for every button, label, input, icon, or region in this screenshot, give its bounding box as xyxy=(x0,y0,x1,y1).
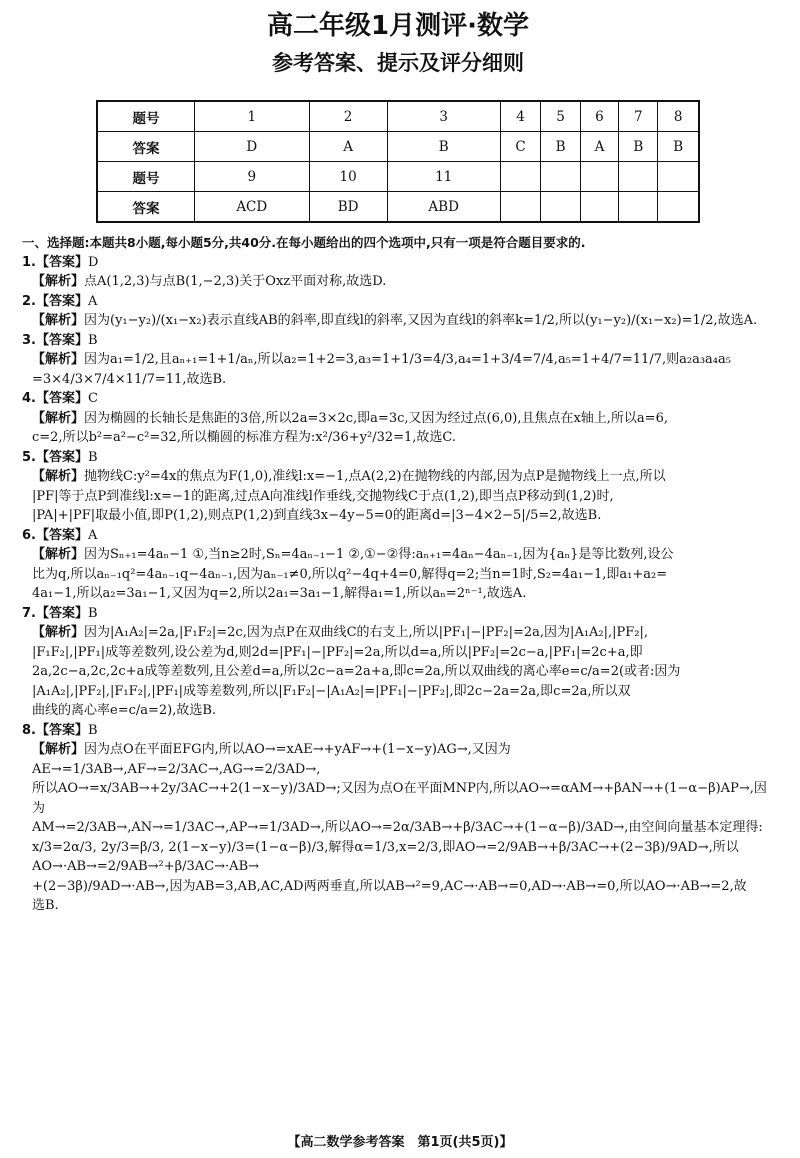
answer-tag: 【答案】 xyxy=(35,254,88,270)
analysis-tag: 【解析】 xyxy=(32,742,85,757)
question-block xyxy=(22,253,774,292)
answer-line xyxy=(22,604,774,624)
analysis-text: 因为|A₁A₂|=2a,|F₁F₂|=2c,因为点P在双曲线C的右支上,所以|PF₁|−|PF₂|=2a,因为|A₁A₂|,|PF₂|, xyxy=(84,625,649,640)
question-block xyxy=(22,721,774,916)
table-cell: 7 xyxy=(619,101,658,132)
analysis-line xyxy=(22,409,774,429)
analysis-line xyxy=(22,643,774,663)
row-label-number: 题号 xyxy=(97,101,195,132)
analysis-text: |F₁F₂|,|PF₁|成等差数列,设公差为d,则2d=|PF₁|−|PF₂|=2a,所以d=a,所以|PF₂|=2c−a,|PF₁|=2c+a,即 xyxy=(32,644,643,660)
analysis-line xyxy=(22,838,774,877)
analysis-tag: 【解析】 xyxy=(32,410,85,426)
analysis-text: x/3=2α/3, 2y/3=β/3, 2(1−x−y)/3=(1−α−β)/3,解得α=1/3,x=2/3,即AO→=2/9AB→+β/3AC→+(2−3β)/9AD→,所以AO→·AB→=2/9AB→²+β/3AC→·AB→ xyxy=(32,839,739,874)
analysis-text: 抛物线C:y²=4x的焦点为F(1,0),准线l:x=−1,点A(2,2)在抛物线的内部,因为点P是抛物线上一点,所以 xyxy=(84,469,666,484)
table-cell: 8 xyxy=(658,101,699,132)
table-row-numbers-2 xyxy=(97,162,699,192)
row-label-answer: 答案 xyxy=(97,132,195,162)
analysis-text: 2a,2c−a,2c,2c+a成等差数列,且公差d=a,所以2c−a=2a+a,即c=2a,所以双曲线的离心率e=c/a=2(或者:因为 xyxy=(32,664,681,679)
answer-line xyxy=(22,526,774,546)
table-cell xyxy=(541,162,580,192)
analysis-line xyxy=(22,370,774,390)
solutions xyxy=(22,233,774,916)
answer-tag: 【答案】 xyxy=(35,722,88,738)
table-cell: B xyxy=(658,132,699,162)
answer-value: D xyxy=(88,254,99,270)
answer-tag: 【答案】 xyxy=(35,391,88,406)
table-cell: B xyxy=(387,132,500,162)
question-block xyxy=(22,331,774,390)
table-cell xyxy=(658,192,699,223)
question-number: 4. xyxy=(22,391,36,406)
analysis-text: |A₁A₂|,|PF₂|,|F₁F₂|,|PF₁|成等差数列,所以|F₁F₂|−|A₁A₂|=|PF₁|−|PF₂|,即2c−2a=2a,即c=2a,所以双 xyxy=(32,683,631,699)
answer-value: B xyxy=(88,449,98,465)
analysis-text: =3×4/3×7/4×11/7=11,故选B. xyxy=(32,371,227,387)
table-cell xyxy=(658,162,699,192)
table-cell: ABD xyxy=(387,192,500,223)
answer-value: C xyxy=(88,391,98,406)
analysis-tag: 【解析】 xyxy=(32,469,85,484)
table-cell: D xyxy=(195,132,310,162)
analysis-line xyxy=(22,428,774,448)
analysis-text: 点A(1,2,3)与点B(1,−2,3)关于Oxz平面对称,故选D. xyxy=(84,274,387,289)
analysis-text: 因为a₁=1/2,且aₙ₊₁=1+1/aₙ,所以a₂=1+2=3,a₃=1+1/3=4/3,a₄=1+3/4=7/4,a₅=1+4/7=11/7,则a₂a₃a₄a₅ xyxy=(84,352,731,367)
page-subtitle: 参考答案、提示及评分细则 xyxy=(272,51,524,75)
analysis-text: |PF|等于点P到准线l:x=−1的距离,过点A向准线l作垂线,交抛物线C于点(1,2),即当点P移动到(1,2)时, xyxy=(32,488,614,504)
analysis-text: c=2,所以b²=a²−c²=32,所以椭圆的标准方程为:x²/36+y²/32=1,故选C. xyxy=(32,430,457,445)
analysis-line xyxy=(22,682,774,702)
answer-tag: 【答案】 xyxy=(35,293,88,309)
answer-line xyxy=(22,292,774,312)
analysis-line xyxy=(22,311,774,331)
table-row-numbers-1 xyxy=(97,101,699,132)
question-block xyxy=(22,389,774,448)
analysis-text: 因为Sₙ₊₁=4aₙ−1 ①,当n≥2时,Sₙ=4aₙ₋₁−1 ②,①−②得:aₙ₊₁=4aₙ−4aₙ₋₁,因为{aₙ}是等比数列,设公 xyxy=(84,547,674,562)
analysis-line xyxy=(22,350,774,370)
answer-tag: 【答案】 xyxy=(35,332,88,348)
answer-line xyxy=(22,253,774,273)
answer-value: B xyxy=(88,722,98,738)
analysis-text: 所以AO→=x/3AB→+2y/3AC→+2(1−x−y)/3AD→;又因为点O在平面MNP内,所以AO→=αAM→+βAN→+(1−α−β)AP→,因为 xyxy=(32,781,767,816)
table-cell xyxy=(500,192,541,223)
analysis-text: 选B. xyxy=(32,898,59,913)
analysis-text: 因为点O在平面EFG内,所以AO→=xAE→+yAF→+(1−x−y)AG→,又因为AE→=1/3AB→,AF→=2/3AC→,AG→=2/3AD→, xyxy=(32,742,511,777)
analysis-line xyxy=(22,701,774,721)
table-cell: 9 xyxy=(195,162,310,192)
answer-line xyxy=(22,448,774,468)
analysis-text: +(2−3β)/9AD→·AB→,因为AB=3,AB,AC,AD两两垂直,所以AB→²=9,AC→·AB→=0,AD→·AB→=0,所以AO→·AB→=2,故 xyxy=(32,878,747,894)
analysis-tag: 【解析】 xyxy=(32,625,85,640)
table-cell: ACD xyxy=(195,192,310,223)
question-number: 1. xyxy=(22,254,36,270)
table-cell xyxy=(619,192,658,223)
table-row-answers-1 xyxy=(97,132,699,162)
row-label-answer: 答案 xyxy=(97,192,195,223)
analysis-line xyxy=(22,467,774,487)
table-cell: 6 xyxy=(580,101,619,132)
table-cell: C xyxy=(500,132,541,162)
answer-line xyxy=(22,389,774,409)
analysis-tag: 【解析】 xyxy=(32,313,85,328)
question-number: 8. xyxy=(22,722,36,738)
analysis-line xyxy=(22,662,774,682)
table-cell xyxy=(500,162,541,192)
analysis-line xyxy=(22,272,774,292)
table-cell: B xyxy=(541,132,580,162)
analysis-text: 因为椭圆的长轴长是焦距的3倍,所以2a=3×2c,即a=3c,又因为经过点(6,0),且焦点在x轴上,所以a=6, xyxy=(84,410,668,426)
table-cell: A xyxy=(580,132,619,162)
table-cell: 4 xyxy=(500,101,541,132)
answer-value: A xyxy=(88,293,98,309)
answer-value: A xyxy=(88,527,98,543)
analysis-text: 曲线的离心率e=c/a=2),故选B. xyxy=(32,703,217,718)
question-block xyxy=(22,448,774,526)
table-cell xyxy=(619,162,658,192)
analysis-line xyxy=(22,877,774,897)
question-number: 3. xyxy=(22,332,36,348)
analysis-tag: 【解析】 xyxy=(32,274,85,289)
answer-line xyxy=(22,331,774,351)
section-heading: 一、选择题:本题共8小题,每小题5分,共40分.在每小题给出的四个选项中,只有一项是符合题目要求的. xyxy=(22,235,586,250)
analysis-text: |PA|+|PF|取最小值,即P(1,2),则点P(1,2)到直线3x−4y−5=0的距离d=|3−4×2−5|/5=2,故选B. xyxy=(32,508,602,523)
analysis-text: 比为q,所以aₙ₋₁q²=4aₙ₋₁q−4aₙ₋₁,因为aₙ₋₁≠0,所以q²−4q+4=0,解得q=2;当n=1时,S₂=4a₁−1,即a₁+a₂= xyxy=(32,566,668,582)
answer-table xyxy=(96,100,700,223)
row-label-number: 题号 xyxy=(97,162,195,192)
analysis-text: 因为(y₁−y₂)/(x₁−x₂)表示直线AB的斜率,即直线l的斜率,又因为直线l的斜率k=1/2,所以(y₁−y₂)/(x₁−x₂)=1/2,故选A. xyxy=(84,313,758,328)
table-cell: B xyxy=(619,132,658,162)
answer-value: B xyxy=(88,605,98,621)
answer-value: B xyxy=(88,332,98,348)
table-cell: BD xyxy=(309,192,387,223)
analysis-line xyxy=(22,545,774,565)
analysis-line xyxy=(22,506,774,526)
analysis-line xyxy=(22,740,774,779)
analysis-line xyxy=(22,896,774,916)
question-list xyxy=(22,253,774,916)
table-cell: 5 xyxy=(541,101,580,132)
page-footer: 【高二数学参考答案 第1页(共5页)】 xyxy=(287,1135,513,1150)
table-cell: 1 xyxy=(195,101,310,132)
analysis-line xyxy=(22,623,774,643)
page-title: 高二年级1月测评·数学 xyxy=(267,11,529,41)
analysis-tag: 【解析】 xyxy=(32,547,85,562)
question-number: 7. xyxy=(22,605,36,621)
analysis-line xyxy=(22,565,774,585)
table-cell: 10 xyxy=(309,162,387,192)
analysis-line xyxy=(22,487,774,507)
table-cell xyxy=(580,162,619,192)
analysis-line xyxy=(22,779,774,818)
answer-tag: 【答案】 xyxy=(35,605,88,621)
question-block xyxy=(22,526,774,604)
table-row-answers-2 xyxy=(97,192,699,223)
analysis-tag: 【解析】 xyxy=(32,352,85,367)
analysis-text: 4a₁−1,所以a₂=3a₁−1,又因为q=2,所以2a₁=3a₁−1,解得a₁=1,所以aₙ=2ⁿ⁻¹,故选A. xyxy=(32,586,527,601)
table-cell xyxy=(541,192,580,223)
answer-tag: 【答案】 xyxy=(35,449,88,465)
table-cell: 2 xyxy=(309,101,387,132)
table-cell xyxy=(580,192,619,223)
table-cell: 3 xyxy=(387,101,500,132)
analysis-text: AM→=2/3AB→,AN→=1/3AC→,AP→=1/3AD→,所以AO→=2α/3AB→+β/3AC→+(1−α−β)/3AD→,由空间向量基本定理得: xyxy=(32,820,763,835)
analysis-line xyxy=(22,584,774,604)
question-number: 6. xyxy=(22,527,36,543)
question-number: 5. xyxy=(22,449,36,465)
answer-tag: 【答案】 xyxy=(35,527,88,543)
question-number: 2. xyxy=(22,293,36,309)
question-block xyxy=(22,292,774,331)
analysis-line xyxy=(22,818,774,838)
table-cell: 11 xyxy=(387,162,500,192)
table-cell: A xyxy=(309,132,387,162)
question-block xyxy=(22,604,774,721)
answer-line xyxy=(22,721,774,741)
